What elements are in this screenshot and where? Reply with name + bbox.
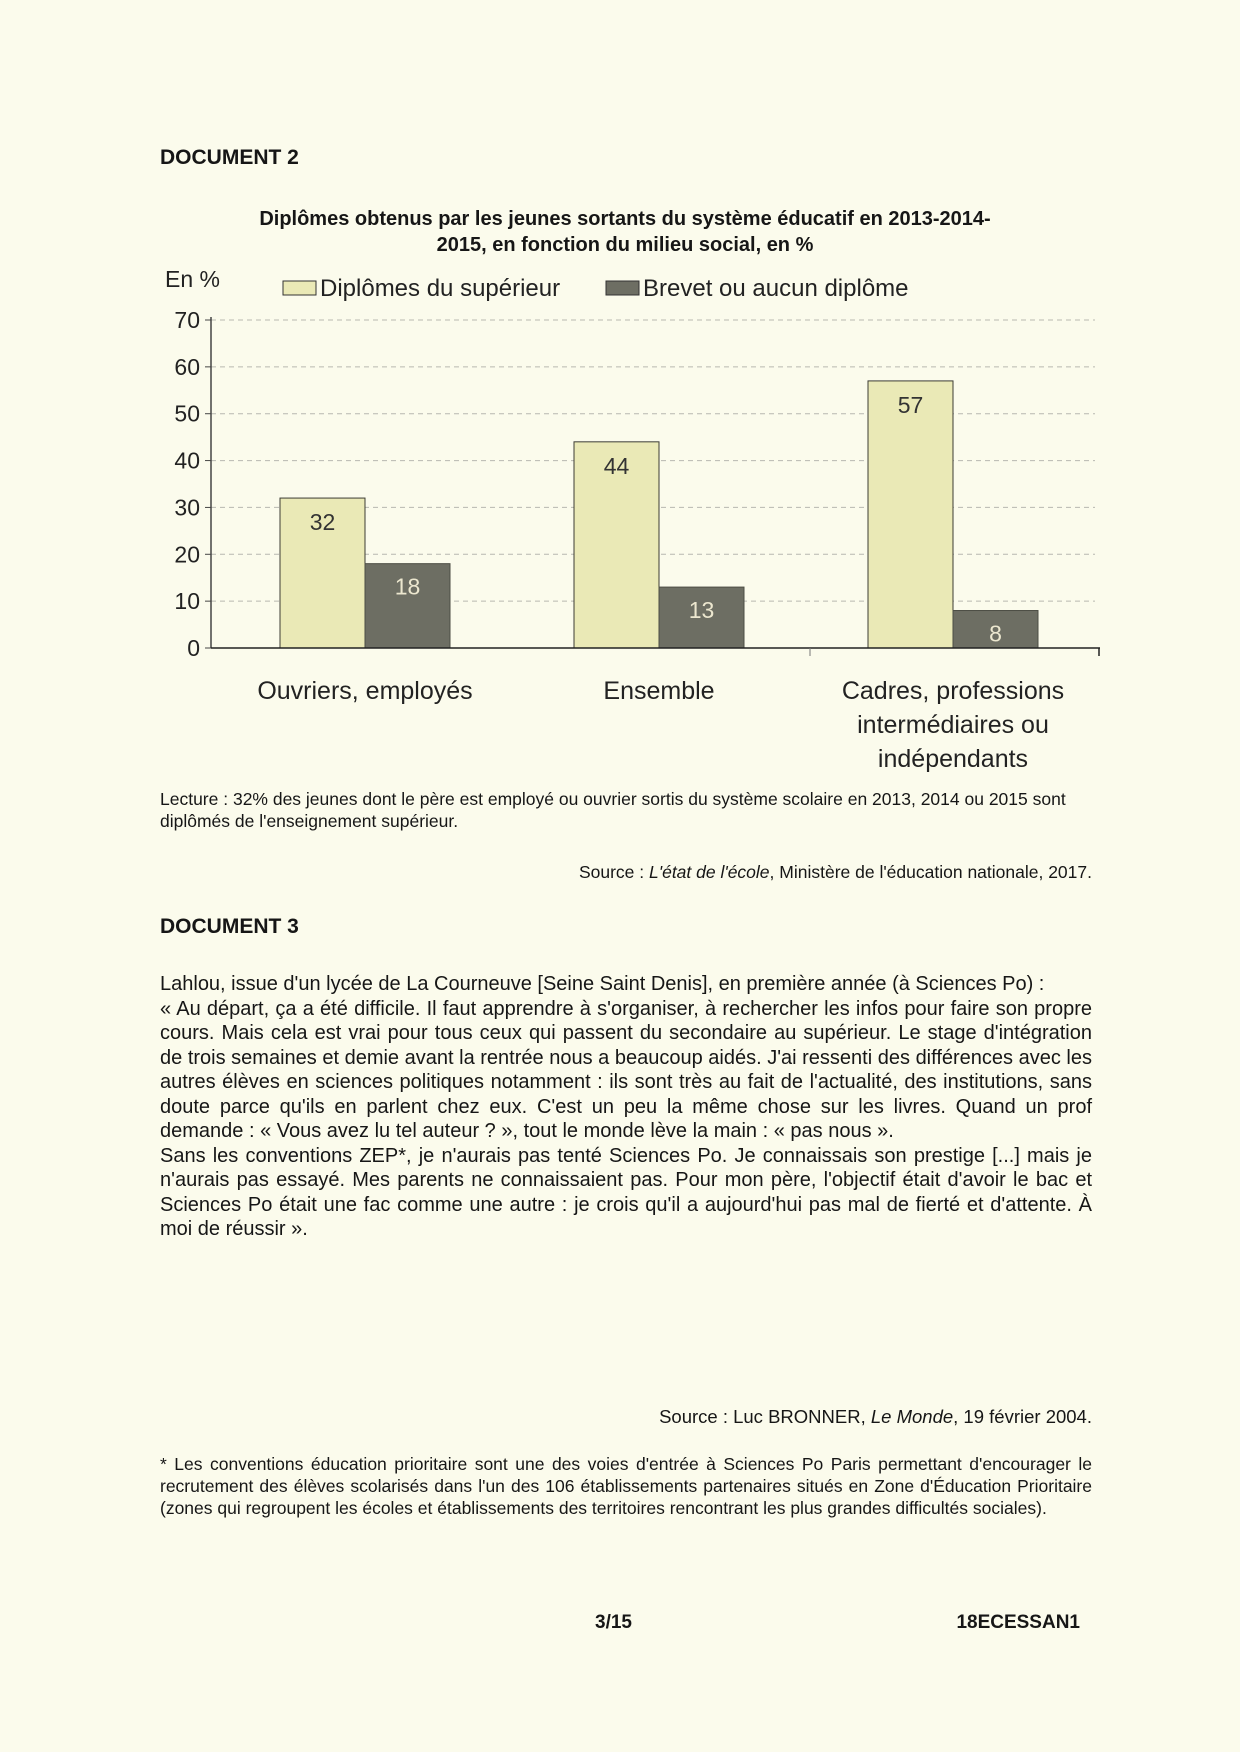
source-title: Le Monde [870,1406,954,1427]
y-tick-label: 30 [174,494,200,521]
legend-swatch-brevet [606,281,639,295]
source-title: L'état de l'école [649,862,770,882]
source-prefix: Source : Luc BRONNER, [659,1406,871,1427]
chart-title [160,206,1090,258]
document-2-heading: DOCUMENT 2 [160,146,299,169]
x-category-label: Ensemble [603,677,715,705]
bar-chart [150,265,1100,780]
footnote: * Les conventions éducation prioritaire sont une des voies d'entrée à Sciences Po Paris permettant d'encourager le recrutement des élèves scolarisés dans l'un des 106 établissements partenaires situés en Zone d'Éducation Prioritaire (zones qui regroupent les écoles et établissements des territoires rencontrant les plus grandes difficultés sociales). [160,1454,1092,1518]
document-3-text [160,972,1092,1242]
y-axis-ticks [174,307,211,661]
quote-paragraph-1: « Au départ, ça a été difficile. Il faut apprendre à s'organiser, à rechercher les infos pour faire son propre cours. Mais cela est vrai pour tous ceux qui passent du secondaire au supérieur. Le stage d'intégration de trois semaines et demie avant la rentrée nous a beaucoup aidés. J'ai ressenti des différences avec les autres élèves en sciences politiques notamment : ils sont très au fait de l'actualité, des institutions, sans doute parce qu'ils en parlent chez eux. C'est un peu la même chose sur les livres. Quand un prof demande : « Vous avez lu tel auteur ? », tout le monde lève la main : « pas nous ». [160,997,1092,1142]
document-2-source [579,862,1092,883]
page-number: 3/15 [595,1612,632,1633]
legend-label-superieur: Diplômes du supérieur [320,275,561,302]
y-tick-label: 60 [174,353,200,380]
intro-paragraph: Lahlou, issue d'un lycée de La Courneuve [Seine Saint Denis], en première année (à Sciences Po) : [160,973,1045,995]
y-tick-label: 70 [174,307,200,333]
legend-label-brevet: Brevet ou aucun diplôme [643,275,909,302]
bar-value-label: 32 [309,509,336,536]
x-category-label: indépendants [877,745,1029,773]
y-tick-label: 10 [174,588,200,615]
chart-title-line-2: 2015, en fonction du milieu social, en % [436,234,814,256]
y-tick-label: 50 [174,400,200,427]
document-code: 18ECESSAN1 [956,1612,1080,1633]
bar-value-label: 18 [394,573,421,600]
source-suffix: , Ministère de l'éducation nationale, 2017. [769,862,1092,882]
legend-swatch-superieur [283,281,316,295]
y-axis-label: En % [165,266,220,292]
y-tick-label: 0 [187,635,200,661]
bar-value-label: 8 [989,620,1002,647]
source-prefix: Source : [578,862,650,882]
chart-bars [280,381,1038,648]
chart-legend [283,275,909,302]
bar-value-label: 13 [688,597,715,624]
quote-paragraph-2: Sans les conventions ZEP*, je n'aurais pas tenté Sciences Po. Je connaissais son prestige [...] mais je n'aurais pas essayé. Mes parents ne connaissaient pas. Pour mon père, l'objectif était d'avoir le bac et Sciences Po était une fac comme une autre : je crois qu'il a aujourd'hui pas mal de fierté et d'attente. À moi de réussir ». [160,1144,1092,1240]
document-3-heading: DOCUMENT 3 [160,915,299,938]
bar [868,381,953,648]
chart-category-labels [257,677,1064,773]
chart-reading-note: Lecture : 32% des jeunes dont le père est employé ou ouvrier sortis du système scolaire en 2013, 2014 ou 2015 sont diplômés de l'enseignement supérieur. [160,789,1066,831]
x-category-label: intermédiaires ou [857,711,1049,739]
x-category-label: Ouvriers, employés [257,677,473,705]
bar-value-label: 57 [897,391,924,418]
chart-title-line-1: Diplômes obtenus par les jeunes sortants du système éducatif en 2013-2014- [259,208,991,230]
document-3-source [659,1406,1092,1428]
bar-value-label: 44 [603,452,630,479]
y-tick-label: 20 [174,541,200,568]
x-category-label: Cadres, professions [841,677,1065,705]
y-tick-label: 40 [174,447,200,474]
source-suffix: , 19 février 2004. [953,1406,1092,1427]
